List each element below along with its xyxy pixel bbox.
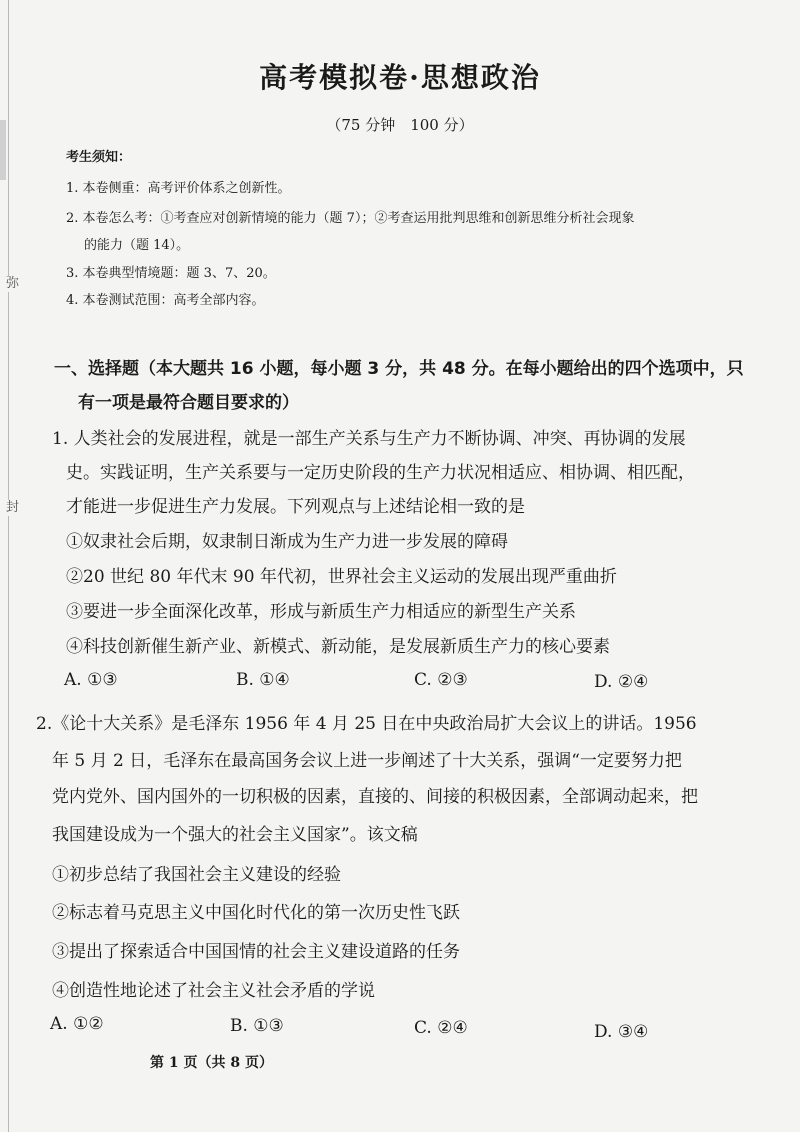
question-1-statement: ①奴隶社会后期，奴隶制日渐成为生产力进一步发展的障碍: [66, 532, 508, 552]
question-1-statement: ②20 世纪 80 年代末 90 年代初，世界社会主义运动的发展出现严重曲折: [66, 567, 617, 587]
question-2-option-d: D. ③④: [594, 1022, 649, 1042]
question-2-line: 党内党外、国内国外的一切积极的因素，直接的、间接的积极因素，全部调动起来，把: [52, 787, 698, 807]
section-heading-line1: 一、选择题（本大题共 16 小题，每小题 3 分，共 48 分。在每小题给出的四个选项中，只: [54, 359, 744, 379]
page-title: 高考模拟卷·思想政治: [259, 61, 541, 94]
notice-item: 4. 本卷测试范围：高考全部内容。: [66, 293, 265, 308]
question-1-line: 史。实践证明，生产关系要与一定历史阶段的生产力状况相适应、相协调、相匹配，: [66, 463, 695, 483]
question-1-statement: ③要进一步全面深化改革，形成与新质生产力相适应的新型生产关系: [66, 602, 576, 622]
notice-item: 2. 本卷怎么考：①考查应对创新情境的能力（题 7）；②考查运用批判思维和创新思维分析社会现象: [66, 211, 635, 226]
question-2-statement: ③提出了探索适合中国国情的社会主义建设道路的任务: [52, 942, 460, 962]
question-2-line: 我国建设成为一个强大的社会主义国家”。该文稿: [52, 825, 418, 845]
question-1-option-c: C. ②③: [414, 670, 468, 690]
notice-item: 1. 本卷侧重：高考评价体系之创新性。: [66, 181, 291, 196]
page-footer: 第 1 页（共 8 页）: [150, 1055, 273, 1071]
section-heading: [54, 352, 754, 420]
question-2-line: 年 5 月 2 日，毛泽东在最高国务会议上进一步阐述了十大关系，强调“一定要努力把: [52, 751, 682, 771]
question-1-option-a: A. ①③: [64, 670, 118, 690]
notice-item: 3. 本卷典型情境题：题 3、7、20。: [66, 266, 276, 281]
question-1-line: 才能进一步促进生产力发展。下列观点与上述结论相一致的是: [66, 497, 525, 517]
question-2-option-a: A. ①②: [50, 1014, 104, 1034]
question-1-statement: ④科技创新催生新产业、新模式、新动能，是发展新质生产力的核心要素: [66, 637, 610, 657]
question-1-option-b: B. ①④: [236, 670, 290, 690]
question-2-line: 2.《论十大关系》是毛泽东 1956 年 4 月 25 日在中央政治局扩大会议上的讲话。1956: [36, 714, 697, 734]
question-2-option-b: B. ①③: [230, 1016, 284, 1036]
question-2-statement: ①初步总结了我国社会主义建设的经验: [52, 865, 341, 885]
margin-mark-mi: 弥: [6, 276, 20, 291]
notice-item: 的能力（题 14）。: [84, 238, 190, 253]
section-heading-line2: 有一项是最符合题目要求的）: [78, 393, 299, 413]
margin-mark-feng: 封: [6, 500, 20, 515]
binding-line: [8, 0, 9, 1132]
question-2-statement: ②标志着马克思主义中国化时代化的第一次历史性飞跃: [52, 903, 460, 923]
page-subtitle: （75 分钟 100 分）: [326, 116, 474, 134]
question-1-option-d: D. ②④: [594, 672, 649, 692]
question-1-line: 1. 人类社会的发展进程，就是一部生产关系与生产力不断协调、冲突、再协调的发展: [52, 429, 686, 449]
question-2-statement: ④创造性地论述了社会主义社会矛盾的学说: [52, 981, 375, 1001]
question-2-option-c: C. ②④: [414, 1018, 468, 1038]
notice-heading: 考生须知：: [66, 150, 132, 165]
